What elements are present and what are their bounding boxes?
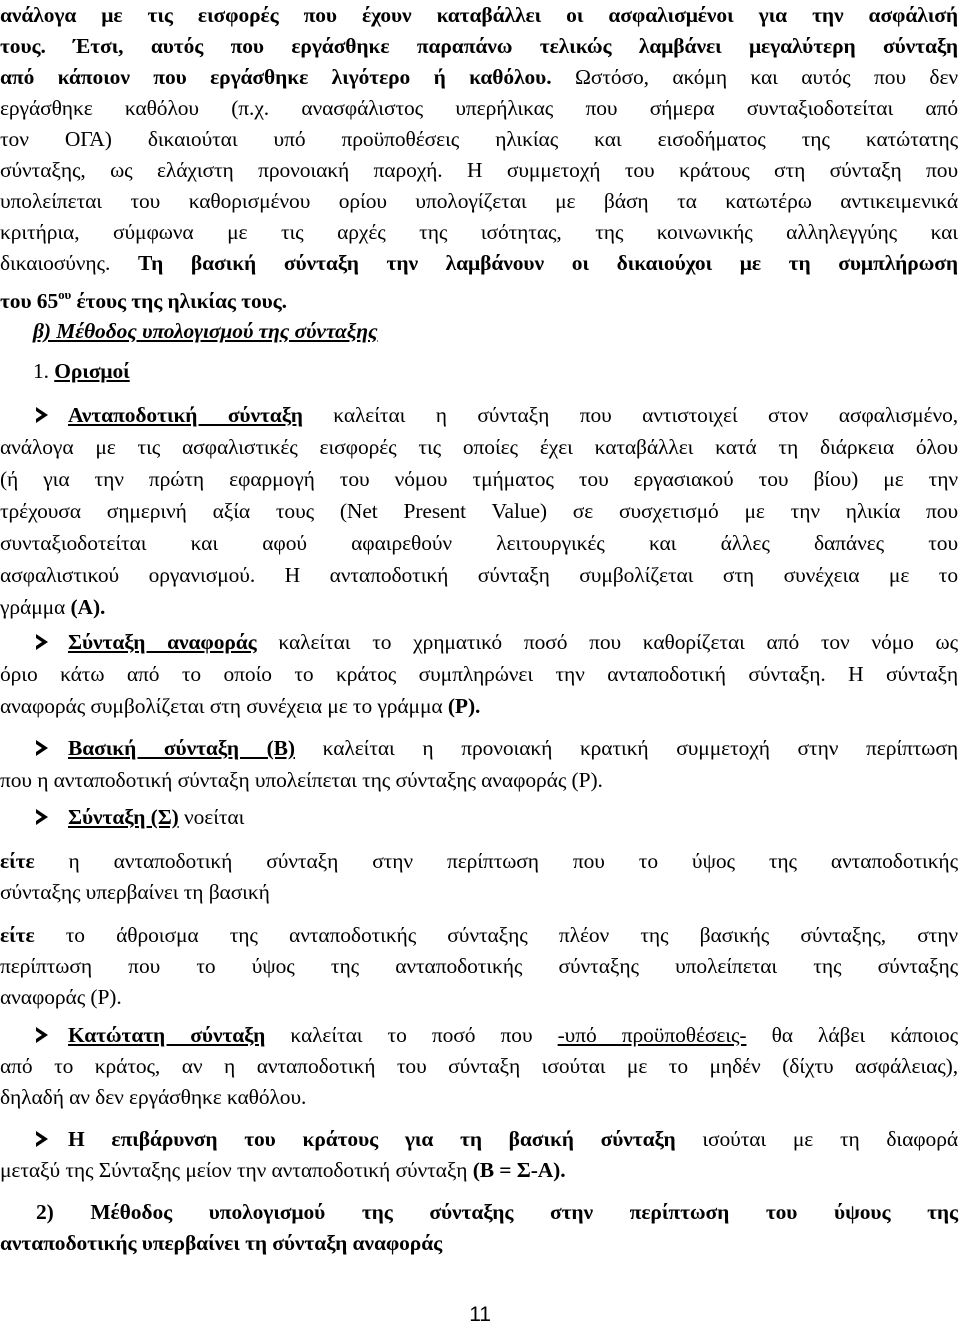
- bullet-arrow-icon: [36, 740, 48, 756]
- def-a-line-1: Ανταποδοτική σύνταξη καλείται η σύνταξη που αντιστοιχεί στον ασφαλισμένο,: [0, 400, 958, 432]
- section-beta-heading: β) Μέθοδος υπολογισμού της σύνταξης: [33, 319, 378, 343]
- def-min-line-3: δηλαδή αν δεν εργάσθηκε καθόλου.: [0, 1085, 307, 1109]
- intro-line-7: υπολείπεται του καθορισμένου ορίου υπολογίζεται με βάση τα κατωτέρω αντικειμενικά: [0, 189, 958, 213]
- intro-line-10: του $65^{o\upsilon}$ έτους της ηλικίας τους.: [0, 287, 287, 313]
- def-a-line-6: ασφαλιστικού οργανισμού. Η ανταποδοτική σύνταξη συμβολίζεται στη συνέχεια με το: [0, 563, 958, 587]
- def-b-line-2: που η ανταποδοτική σύνταξη υπολείπεται της σύνταξης αναφοράς (Ρ).: [0, 768, 603, 792]
- def-a-line-3: (ή για την πρώτη εφαρμογή του νόμου τμήματος του εργασιακού του βίου) με την: [0, 467, 958, 491]
- def-burden-line-2: μεταξύ της Σύνταξης μείον την ανταποδοτική σύνταξη (Β = Σ-Α).: [0, 1158, 566, 1182]
- def-burden-line-1: Η επιβάρυνση του κράτους για τη βασική σύνταξη ισούται με τη διαφορά: [0, 1124, 958, 1156]
- def-p-line-2: όριο κάτω από το οποίο το κράτος συμπληρώνει την ανταποδοτική σύνταξη. Η σύνταξη: [0, 662, 958, 686]
- intro-line-1: ανάλογα με τις εισφορές που έχουν καταβάλλει οι ασφαλισμένοι για την ασφάλισή: [0, 3, 958, 27]
- intro-line-2: τους. Έτσι, αυτός που εργάσθηκε παραπάνω τελικώς λαμβάνει μεγαλύτερη σύνταξη: [0, 34, 958, 58]
- def-min-line-1: Κατώτατη σύνταξη καλείται το ποσό που -υπό προϋποθέσεις- θα λάβει κάποιος: [0, 1020, 958, 1052]
- intro-line-4: εργάσθηκε καθόλου (π.χ. ανασφάλιστος υπερήλικας που σήμερα συνταξιοδοτείται από: [0, 96, 958, 120]
- section2-line-2: ανταποδοτικής υπερβαίνει τη σύνταξη αναφοράς: [0, 1231, 443, 1255]
- intro-line-5: τον ΟΓΑ) δικαιούται υπό προϋποθέσεις ηλικίας και εισοδήματος της κατώτατης: [0, 127, 958, 151]
- page-number: 11: [469, 1303, 491, 1326]
- intro-line-3: από κάποιον που εργάσθηκε λιγότερο ή καθόλου. Ωστόσο, ακόμη και αυτός που δεν: [0, 65, 958, 89]
- def-a-line-7: γράμμα (Α).: [0, 595, 106, 619]
- def-min-line-2: από το κράτος, αν η ανταποδοτική του σύνταξη ισούται με το μηδέν (δίχτυ ασφάλειας),: [0, 1054, 958, 1078]
- def-s-either1-line-1: είτε η ανταποδοτική σύνταξη στην περίπτωση που το ύψος της ανταποδοτικής: [0, 849, 958, 873]
- def-a-line-4: τρέχουσα σημερινή αξία τους (Net Present Value) σε συσχετισμό με την ηλικία που: [0, 499, 958, 523]
- bullet-arrow-icon: [36, 1131, 48, 1147]
- bullet-arrow-icon: [36, 1027, 48, 1043]
- def-s-either1-line-2: σύνταξης υπερβαίνει τη βασική: [0, 880, 270, 904]
- def-a-line-2: ανάλογα με τις ασφαλιστικές εισφορές τις οποίες έχει καταβάλλει κατά τη διάρκεια όλου: [0, 435, 958, 459]
- section2-line-1: 2) Μέθοδος υπολογισμού της σύνταξης στην περίπτωση του ύψους της: [36, 1200, 958, 1224]
- intro-line-6: σύνταξης, ως ελάχιστη προνοιακή παροχή. Η συμμετοχή του κράτους στη σύνταξη που: [0, 158, 958, 182]
- def-s-either2-line-1: είτε το άθροισμα της ανταποδοτικής σύνταξης πλέον της βασικής σύνταξης, στην: [0, 923, 958, 947]
- bullet-arrow-icon: [36, 407, 48, 423]
- def-s-either2-line-2: περίπτωση που το ύψος της ανταποδοτικής σύνταξης υπολείπεται της σύνταξης: [0, 954, 958, 978]
- intro-line-8: κριτήρια, σύμφωνα με τις αρχές της ισότητας, της κοινωνικής αλληλεγγύης και: [0, 220, 958, 244]
- def-p-line-1: Σύνταξη αναφοράς καλείται το χρηματικό ποσό που καθορίζεται από τον νόμο ως: [0, 627, 958, 659]
- bullet-arrow-icon: [36, 809, 48, 825]
- intro-line-9: δικαιοσύνης. Τη βασική σύνταξη την λαμβάνουν οι δικαιούχοι με τη συμπλήρωση: [0, 251, 958, 275]
- def-s-either2-line-3: αναφοράς (Ρ).: [0, 985, 122, 1009]
- def-a-line-5: συνταξιοδοτείται και αφού αφαιρεθούν λειτουργικές και άλλες δαπάνες του: [0, 531, 958, 555]
- bullet-arrow-icon: [36, 634, 48, 650]
- def-s-line-1: Σύνταξη (Σ) νοείται: [0, 802, 958, 834]
- def-b-line-1: Βασική σύνταξη (Β) καλείται η προνοιακή κρατική συμμετοχή στην περίπτωση: [0, 733, 958, 765]
- def-p-line-3: αναφοράς συμβολίζεται στη συνέχεια με το γράμμα (Ρ).: [0, 694, 481, 718]
- definitions-heading: 1. Ορισμοί: [33, 359, 130, 383]
